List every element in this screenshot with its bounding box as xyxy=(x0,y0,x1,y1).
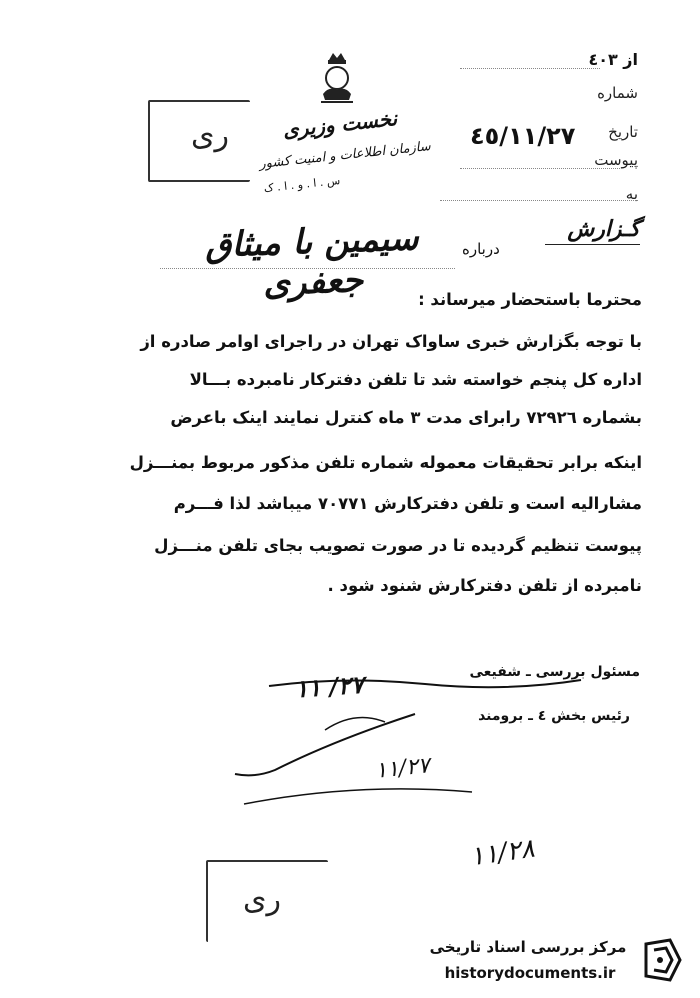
chief-signature: رئیس بخش ٤ ـ برومند xyxy=(478,708,630,724)
body-line: اینکه برابر تحقیقات معموله شماره تلفن مذکور مربوط بمنـــزل xyxy=(129,453,642,472)
stamp-bottom-text: ری xyxy=(243,882,281,917)
footer-url: historydocuments.ir xyxy=(444,964,616,982)
stamp-top-text: ری xyxy=(191,118,229,153)
subject-value: سیمین با میثاق جعفری xyxy=(204,218,420,304)
attachment-line xyxy=(460,168,620,169)
body-line: اداره کل پنجم خواسته شد تا تلفن دفترکار نامبرده بـــالا xyxy=(189,370,642,389)
org-code: س . ا . و . ا . ک xyxy=(263,174,341,195)
attachment-label: پیوست xyxy=(594,151,638,169)
lion-and-sun-emblem-icon xyxy=(315,50,359,106)
page-number-line xyxy=(460,68,600,69)
date-mark-underline xyxy=(238,780,478,810)
title-underline xyxy=(545,244,640,245)
page-number: از ٤٠٣ xyxy=(588,50,638,69)
number-label: شماره xyxy=(597,84,638,102)
archive-logo-icon xyxy=(640,936,686,984)
org-secondary: سازمان اطلاعات و امنیت کشور xyxy=(258,139,432,172)
body-line: بشماره ٧٢٩٢٦ رابرای مدت ٣ ماه کنترل نمایند اینک باعرض xyxy=(170,408,642,427)
subject-line xyxy=(160,268,455,269)
body-salutation: محترما باستحضار میرساند : xyxy=(418,290,642,309)
officer-signature: مسئول بررسی ـ شفیعی xyxy=(469,664,640,680)
date-label: تاریخ xyxy=(608,123,638,141)
body-line: پیوست تنظیم گردیده تا در صورت تصویب بجای تلفن منـــزل xyxy=(154,536,642,555)
body-line: نامبرده از تلفن دفترکارش شنود شود . xyxy=(327,576,642,595)
date-mark-1: ١١/٢٧ xyxy=(373,753,431,784)
officer-signature-stroke xyxy=(265,672,585,696)
to-label: به xyxy=(625,185,638,203)
report-title: گـزارش xyxy=(567,216,640,242)
to-line xyxy=(440,200,638,201)
officer-date: ٢٧/ ١١ xyxy=(294,669,365,704)
date-value: ٤٥/١١/٢٧ xyxy=(470,122,576,150)
subject-label: درباره xyxy=(462,240,500,258)
footer-org-name: مرکز بررسی اسناد تاریخی xyxy=(429,938,627,956)
date-mark-2: ١١/٢٨ xyxy=(468,833,537,873)
body-line: مشارالیه است و تلفن دفترکارش ٧٠٧٧١ میباشد لذا فـــرم xyxy=(173,494,642,513)
org-primary: نخست وزیری xyxy=(281,106,399,142)
body-line: با توجه بگزارش خبری ساواک تهران در راجرای اوامر صادره از xyxy=(140,332,642,351)
